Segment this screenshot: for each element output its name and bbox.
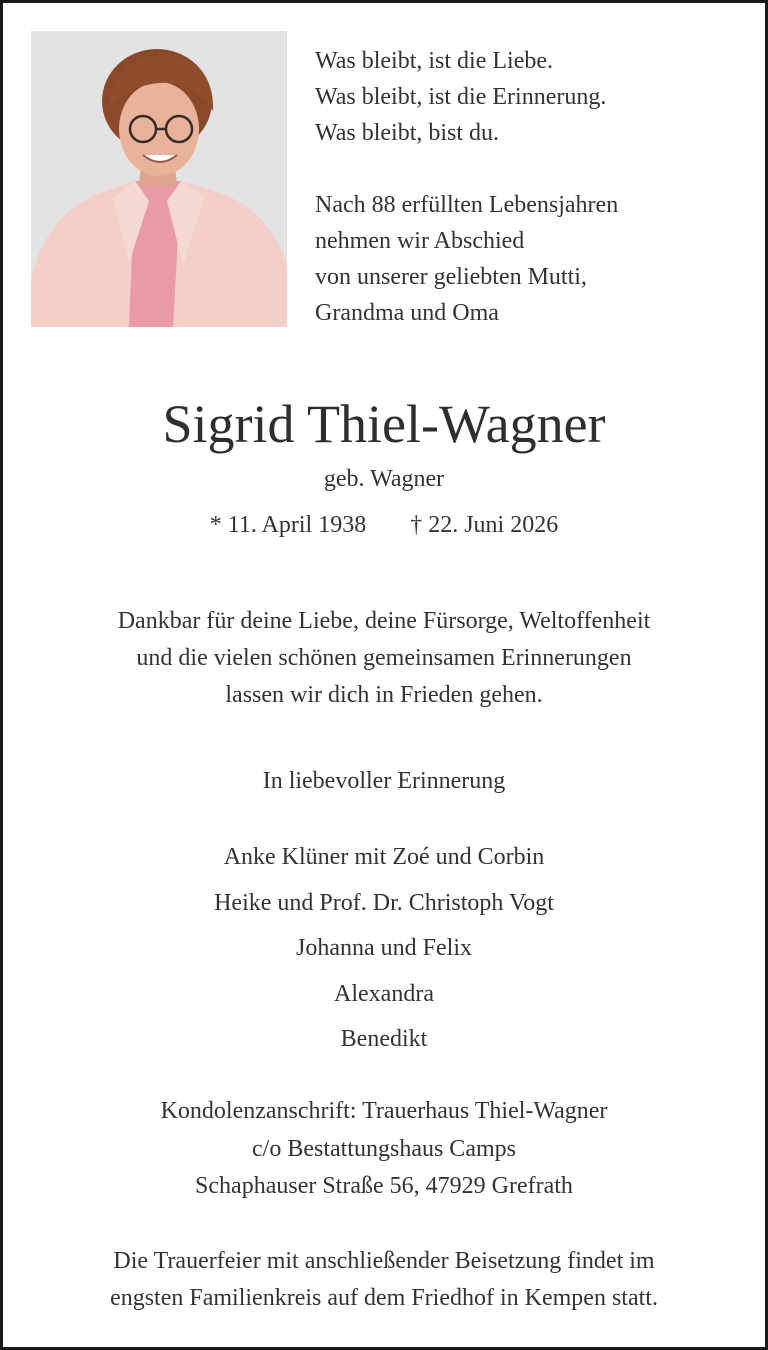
address-line: c/o Bestattungshaus Camps	[252, 1135, 516, 1162]
condolence-address	[3, 1093, 765, 1206]
gratitude-text	[3, 603, 765, 714]
portrait-photo-icon	[31, 31, 287, 327]
poem-block	[315, 43, 618, 331]
intro-line: Nach 88 erfüllten Lebensjahren	[315, 192, 619, 218]
life-dates	[3, 507, 765, 543]
mourner-item: Benedikt	[340, 1026, 428, 1052]
poem-line: Was bleibt, bist du.	[315, 120, 500, 146]
mourner-item: Anke Klüner mit Zoé und Corbin	[223, 844, 545, 870]
mourner-item: Alexandra	[334, 980, 434, 1007]
intro-line: nehmen wir Abschied	[315, 228, 525, 254]
intro-line: von unserer geliebten Mutti,	[315, 264, 587, 290]
mourners-list	[3, 835, 765, 1063]
mourner-item: Johanna und Felix	[296, 935, 472, 961]
address-line: Schaphauser Straße 56, 47929 Grefrath	[195, 1173, 573, 1199]
mourner-item: Heike und Prof. Dr. Christoph Vogt	[214, 889, 554, 916]
poem-spacer	[315, 151, 618, 187]
birth-name: geb. Wagner	[323, 466, 445, 492]
deceased-name: Sigrid Thiel-Wagner	[162, 394, 606, 454]
poem-line: Was bleibt, ist die Erinnerung.	[315, 84, 607, 110]
intro-line: Grandma und Oma	[315, 300, 499, 326]
death-date: † 22. Juni 2026	[410, 512, 559, 538]
remembrance-text: In liebevoller Erinnerung	[262, 768, 506, 794]
gratitude-line: und die vielen schönen gemeinsamen Erinnerungen	[136, 645, 632, 671]
poem-line: Was bleibt, ist die Liebe.	[315, 48, 554, 74]
gratitude-line: Dankbar für deine Liebe, deine Fürsorge, Weltoffenheit	[117, 608, 651, 634]
funeral-note	[3, 1243, 765, 1317]
funeral-line: Die Trauerfeier mit anschließender Beisetzung findet im	[113, 1248, 655, 1274]
funeral-line: engsten Familienkreis auf dem Friedhof in Kempen statt.	[110, 1285, 658, 1311]
birth-date: * 11. April 1938	[209, 512, 367, 538]
portrait-photo	[31, 31, 287, 327]
address-line: Kondolenzanschrift: Trauerhaus Thiel-Wagner	[160, 1098, 608, 1124]
gratitude-line: lassen wir dich in Frieden gehen.	[225, 682, 543, 708]
